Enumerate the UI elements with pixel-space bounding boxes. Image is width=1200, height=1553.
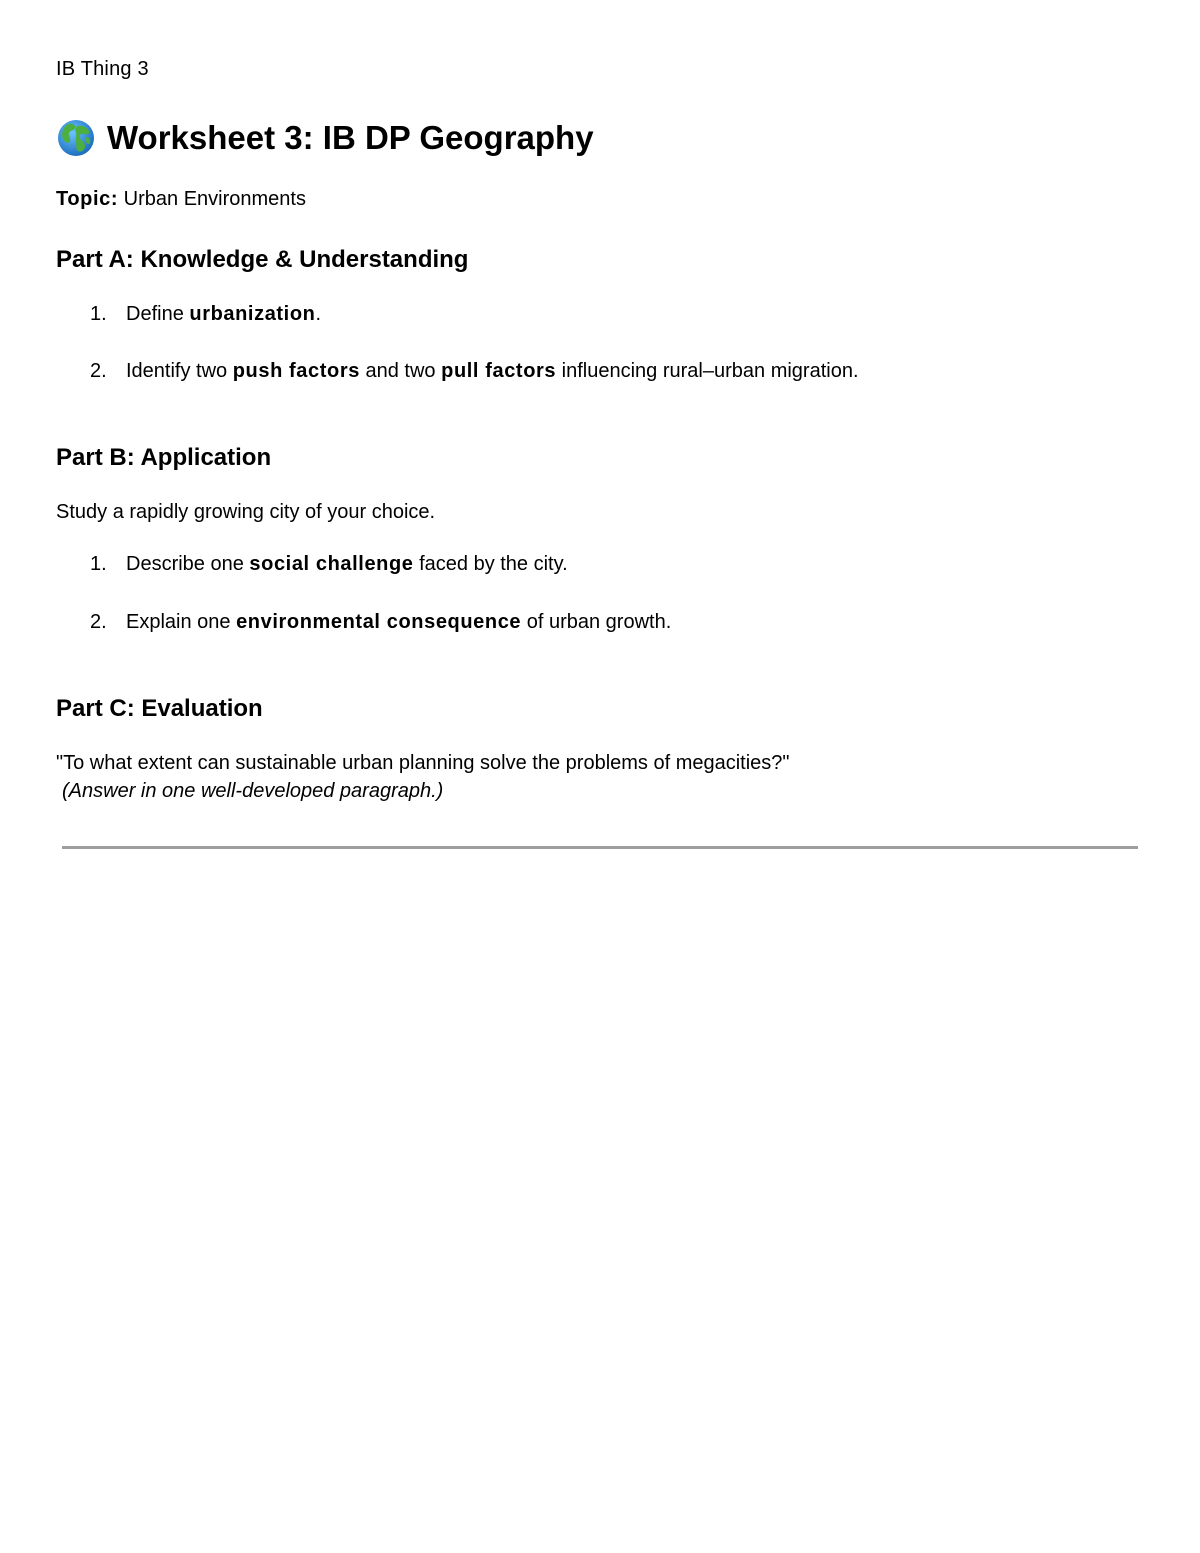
item-number: 1. [90,553,107,575]
part-c-heading: Part C: Evaluation [56,695,263,722]
part-b-item-1 [90,553,568,576]
part-a-heading: Part A: Knowledge & Understanding [56,246,469,273]
item-keyword: pull factors [441,360,557,382]
item-text: . [315,303,322,325]
item-text: of urban growth. [521,611,672,633]
item-number: 1. [90,303,107,325]
part-b-intro: Study a rapidly growing city of your choice. [56,501,436,523]
page-title [56,118,594,158]
item-text: Identify two [126,360,233,382]
item-text: Define [126,303,190,325]
title-text: Worksheet 3: IB DP Geography [107,119,594,156]
part-c-question: "To what extent can sustainable urban planning solve the problems of megacities?" [56,752,790,774]
item-number: 2. [90,360,107,382]
topic-value: Urban Environments [123,188,306,210]
item-text: influencing rural–urban migration. [556,360,859,382]
item-number: 2. [90,611,107,633]
part-a-item-1 [90,303,321,326]
item-text: faced by the city. [413,553,568,575]
part-c-instruction: (Answer in one well-developed paragraph.) [62,780,444,802]
topic-line [56,188,306,211]
item-keyword: urbanization [189,303,316,325]
part-a-item-2 [90,360,859,383]
item-text: Explain one [126,611,237,633]
page-header-label: IB Thing 3 [56,58,149,80]
topic-label: Topic: [56,188,119,210]
part-b-item-2 [90,611,671,634]
item-text: Describe one [126,553,250,575]
part-b-heading: Part B: Application [56,444,272,471]
item-keyword: push factors [232,360,360,382]
item-keyword: social challenge [249,553,414,575]
item-text: and two [359,360,442,382]
globe-icon [56,118,96,158]
answer-line [62,846,1138,849]
item-keyword: environmental consequence [236,611,522,633]
